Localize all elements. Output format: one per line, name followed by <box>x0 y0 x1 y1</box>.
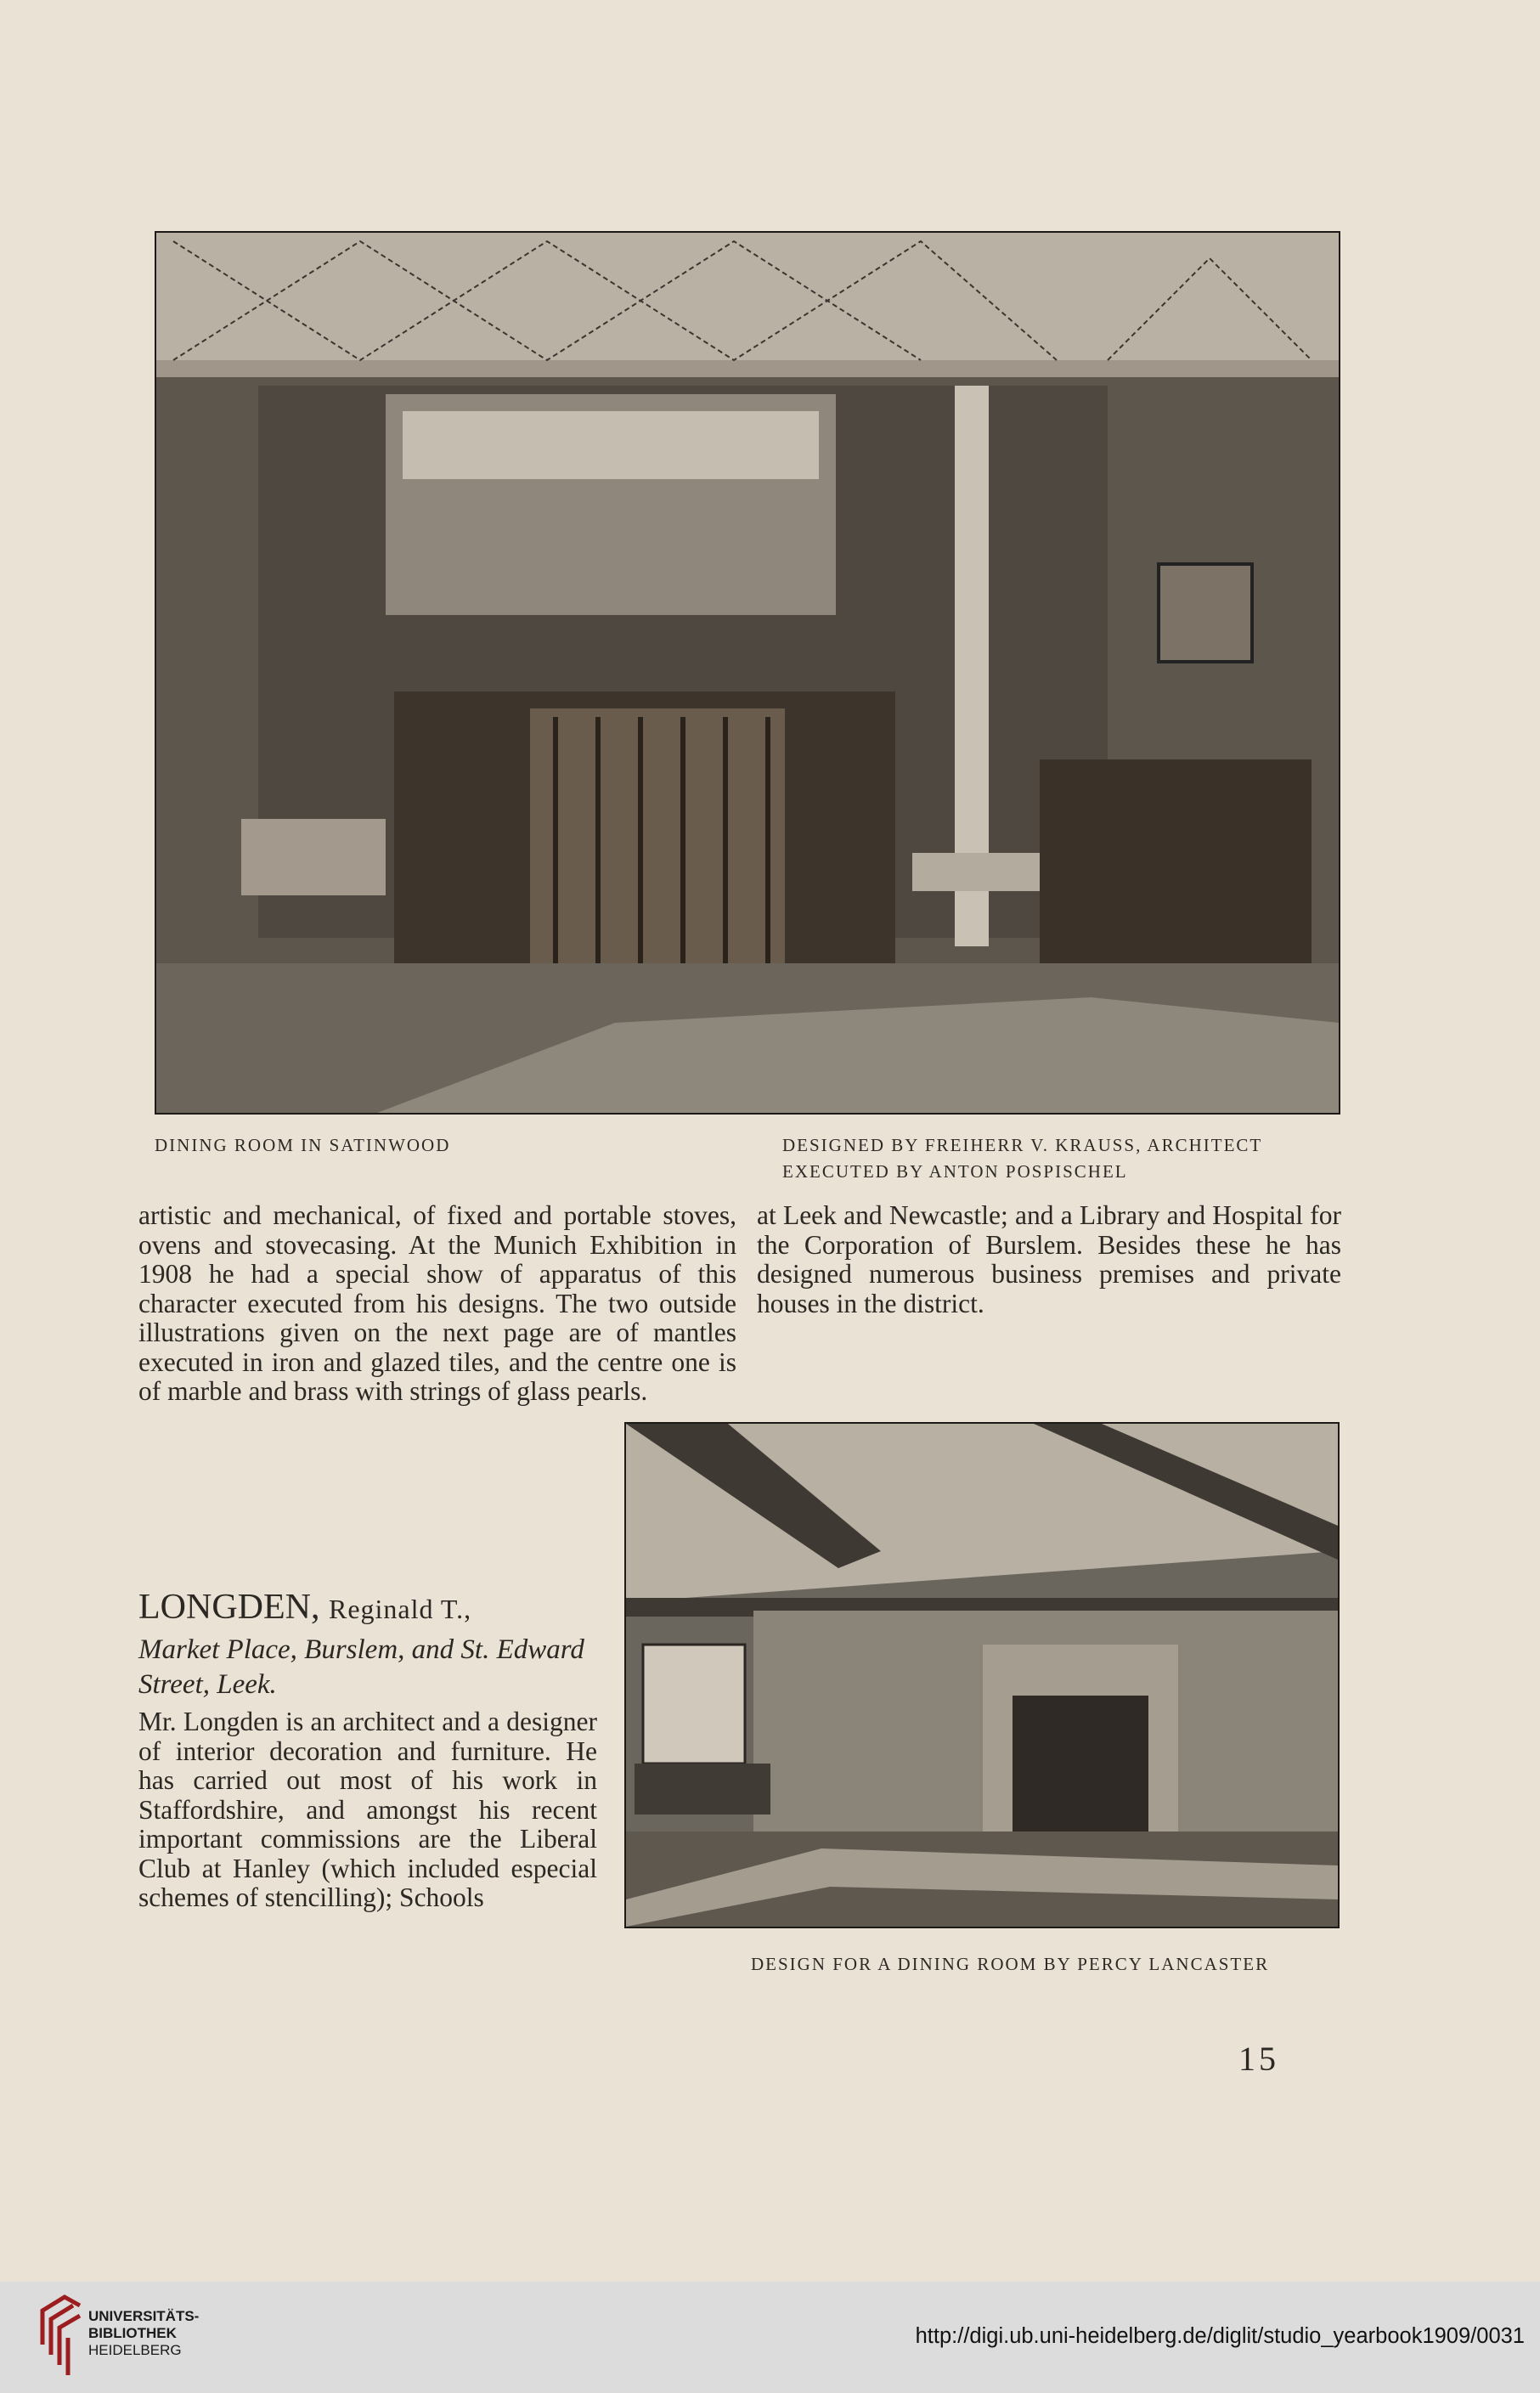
library-line-1: UNIVERSITÄTS- <box>88 2308 200 2324</box>
library-logo-icon <box>39 2294 83 2379</box>
heading-given-name: Reginald T., <box>328 1594 472 1624</box>
right-column-paragraph <box>757 1201 1341 1318</box>
address-subheading: Market Place, Burslem, and St. Edward Street, Leek. <box>138 1634 584 1700</box>
source-url-link[interactable]: http://digi.ub.uni-heidelberg.de/diglit/studio_yearbook1909/0031 <box>915 2324 1525 2348</box>
library-line-2: BIBLIOTHEK <box>88 2325 177 2341</box>
paragraph-text: at Leek and Newcastle; and a Library and Hospital for the Corporation of Burslem. Besides these he has designed numerous business premises and private houses in the district. <box>757 1200 1341 1318</box>
heading-surname: LONGDEN, <box>138 1588 320 1627</box>
top-caption-right-1: DESIGNED BY FREIHERR V. KRAUSS, ARCHITECT <box>782 1135 1263 1155</box>
section-heading <box>138 1587 597 1628</box>
library-line-3: HEIDELBERG <box>88 2342 182 2358</box>
left-column-paragraph-2 <box>138 1707 597 1913</box>
dining-room-design-illustration <box>624 1422 1340 1928</box>
bottom-caption: DESIGN FOR A DINING ROOM BY PERCY LANCASTER <box>751 1954 1270 1974</box>
left-column-paragraph-1 <box>138 1200 736 1407</box>
top-caption-left: DINING ROOM IN SATINWOOD <box>155 1135 451 1155</box>
library-name <box>88 2308 199 2359</box>
paragraph-text: artistic and mechanical, of fixed and portable stoves, ovens and stovecasing. At the Munich Exhibition in 1908 he had a special show of apparatus of this character executed from his designs. The two outside illustrations given on the next page are of mantles executed in iron and glazed tiles, and the centre one is of marble and brass with strings of glass pearls. <box>138 1200 736 1406</box>
dining-room-photo <box>155 231 1340 1115</box>
top-caption-right-2: EXECUTED BY ANTON POSPISCHEL <box>782 1161 1128 1182</box>
paragraph-text: Mr. Longden is an architect and a designer of interior decoration and furniture. He has carried out most of his work in Staffordshire, and amongst his recent important commissions are the Liberal Club at Hanley (which included especial schemes of stencilling); Schools <box>138 1707 597 1912</box>
page-number: 15 <box>1238 2040 1279 2078</box>
